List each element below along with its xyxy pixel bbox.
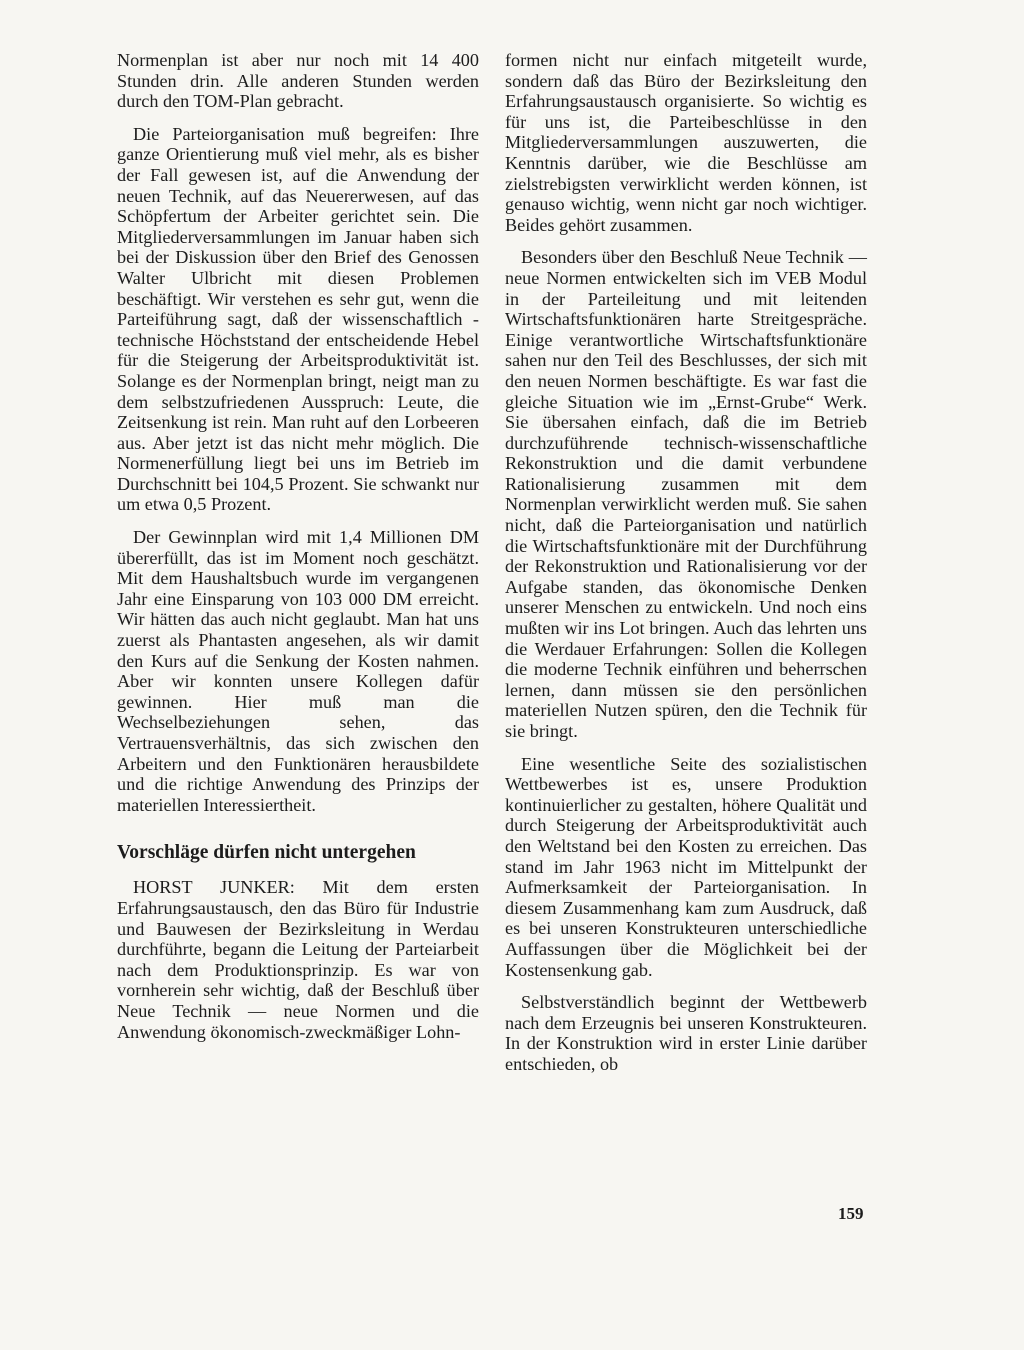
paragraph: Normenplan ist aber nur noch mit 14 400 Stunden drin. Alle anderen Stunden werden durch den TOM-Plan gebracht. xyxy=(117,50,479,112)
paragraph: Eine wesentliche Seite des sozialistischen Wettbewerbes ist es, unsere Produktion kontinuierlicher zu gestalten, höhere Qualität und durch Steigerung der Arbeitsproduktivität auch den Weltstand bei den Kosten zu erreichen. Das stand im Jahr 1963 nicht im Mittelpunkt der Aufmerksamkeit der Parteiorganisation. In diesem Zusammenhang kam zum Ausdruck, daß es bei unseren Konstrukteuren unterschiedliche Auffassungen über die Möglichkeit bei der Kostensenkung gab. xyxy=(505,753,867,980)
section-heading: Vorschläge dürfen nicht untergehen xyxy=(117,842,416,864)
paragraph: Die Parteiorganisation muß begreifen: Ihre ganze Orientierung muß viel mehr, als es bisher der Fall gewesen ist, auf die Anwendung der neuen Technik, auf das Neuererwesen, auf das Schöpfertum der Arbeiter gerichtet sein. Die Mitgliederversammlungen im Januar haben sich bei der Diskussion über den Brief des Genossen Walter Ulbricht mit diesen Problemen beschäftigt. Wir verstehen es sehr gut, wenn die Parteiführung sagt, daß der wissenschaftlich - technische Höchststand der entscheidende Hebel für die Steigerung der Arbeitsproduktivität ist. Solange es der Normenplan bringt, neigt man zu dem selbstzufriedenen Ausspruch: Leute, die Zeitsenkung ist rein. Man ruht auf den Lorbeeren aus. Aber jetzt ist das nicht mehr möglich. Die Normenerfüllung liegt bei uns im Betrieb im Durchschnitt bei 104,5 Prozent. Sie schwankt nur um etwa 0,5 Prozent. xyxy=(117,123,479,515)
right-column xyxy=(505,50,867,1075)
page-number: 159 xyxy=(838,1204,864,1223)
paragraph: Der Gewinnplan wird mit 1,4 Millionen DM übererfüllt, das ist im Moment noch geschätzt. Mit dem Haushaltsbuch wurde im vergangenen Jahr eine Einsparung von 103 000 DM erreicht. Wir hätten das auch nicht geglaubt. Man hat uns zuerst als Phantasten angesehen, als wir damit den Kurs auf die Senkung der Kosten nahmen. Aber wir konnten unsere Kollegen dafür gewinnen. Hier muß man die Wechselbeziehungen sehen, das Vertrauensverhältnis, das sich zwischen den Arbeitern und den Funktionären herausbildete und die richtige Anwendung des Prinzips der materiellen Interessiertheit. xyxy=(117,527,479,815)
left-column xyxy=(117,50,479,1042)
paragraph: formen nicht nur einfach mitgeteilt wurde, sondern daß das Büro der Bezirksleitung den Erfahrungsaustausch organisierte. So wichtig es für uns ist, die Parteibeschlüsse in den Mitgliederversammlungen auszuwerten, die Kenntnis darüber, wie die Beschlüsse am zielstrebigsten verwirklicht werden können, ist genauso wichtig, wenn nicht gar noch wichtiger. Beides gehört zusammen. xyxy=(505,50,867,235)
paragraph: Selbstverständlich beginnt der Wettbewerb nach dem Erzeugnis bei unseren Konstrukteuren. In der Konstruktion wird in erster Linie darüber entschieden, ob xyxy=(505,992,867,1074)
paragraph: HORST JUNKER: Mit dem ersten Erfahrungsaustausch, den das Büro für Industrie und Bauwesen der Bezirksleitung in Werdau durchführte, begann die Leitung der Parteiarbeit nach dem Produktionsprinzip. Es war von vornherein sehr wichtig, daß der Beschluß über Neue Technik — neue Normen und die Anwendung ökonomisch-zweckmäßiger Lohn- xyxy=(117,877,479,1042)
paragraph: Besonders über den Beschluß Neue Technik — neue Normen entwickelten sich im VEB Modul in der Parteileitung und mit leitenden Wirtschaftsfunktionären harte Streitgespräche. Einige verantwortliche Wirtschaftsfunktionäre sahen nur den Teil des Beschlusses, der sich mit den neuen Normen beschäftigte. Es war fast die gleiche Situation wie im „Ernst-Grube“ Werk. Sie übersahen einfach, daß die im Betrieb durchzuführende technisch-wissenschaftliche Rekonstruktion und die damit verbundene Rationalisierung zusammen mit dem Normenplan verwirklicht werden muß. Sie sahen nicht, daß die Parteiorganisation und natürlich die Wirtschaftsfunktionäre mit der Durchführung der Rekonstruktion und Rationalisierung vor der Aufgabe standen, das ökonomische Denken unserer Menschen zu entwickeln. Und noch eins mußten wir ins Lot bringen. Auch das lehrten uns die Werdauer Erfahrungen: Sollen die Kollegen die moderne Technik einführen und beherrschen lernen, dann müssen sie den persönlichen materiellen Nutzen spüren, den die Technik für sie bringt. xyxy=(505,247,867,741)
